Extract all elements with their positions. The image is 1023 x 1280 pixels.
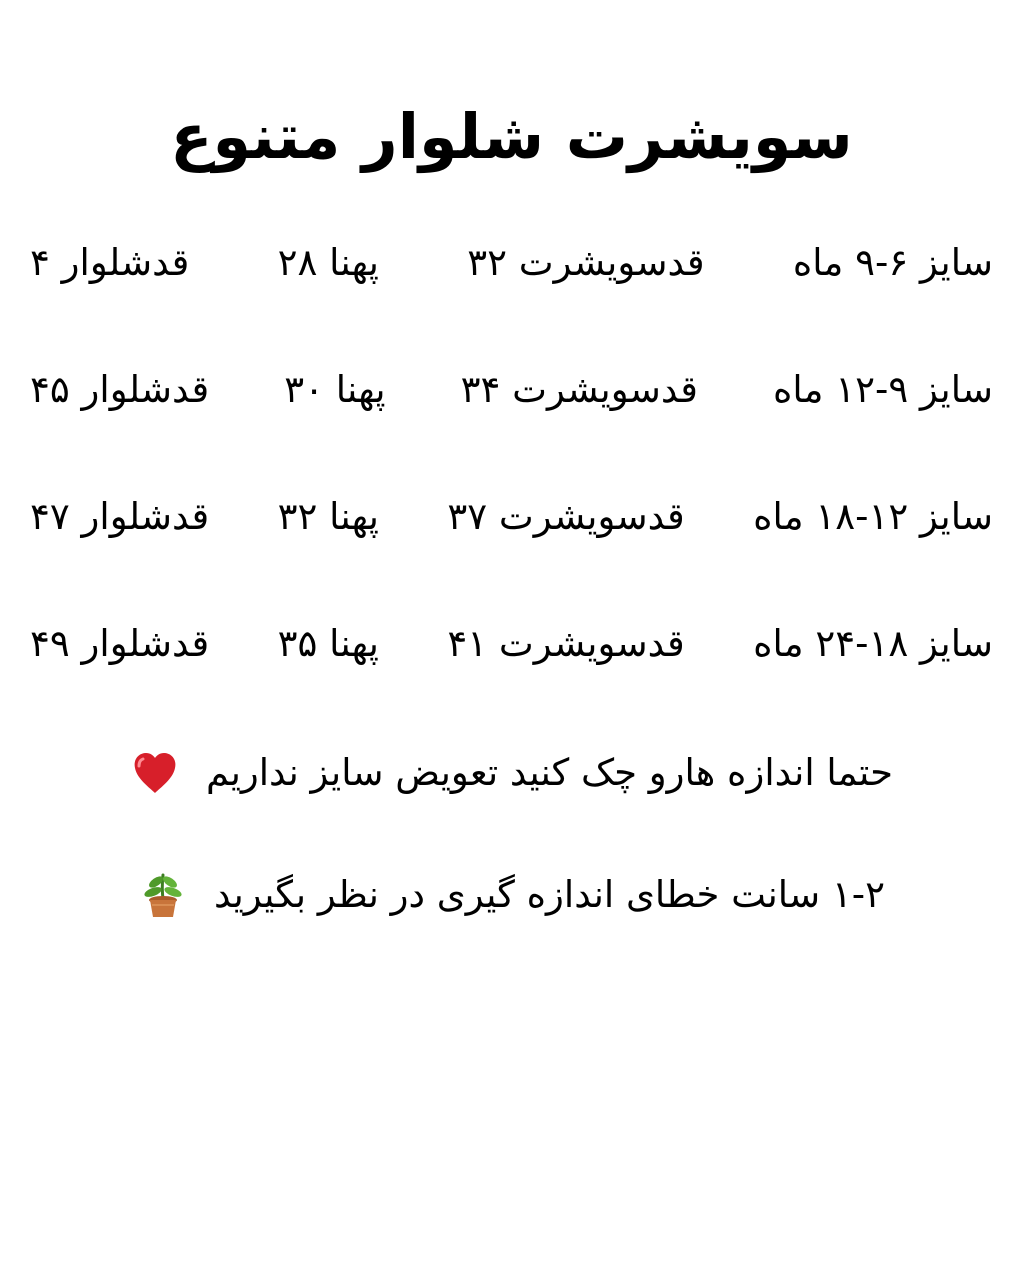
pants-length: قدشلوار ۴۹ xyxy=(30,622,210,665)
measurement-check-text: حتما اندازه هارو چک کنید تعویض سایز نداریم xyxy=(205,751,894,794)
size-label: سایز ۱۸-۲۴ ماه xyxy=(753,622,993,665)
size-label: سایز ۱۲-۱۸ ماه xyxy=(753,495,993,538)
measurement-error-note xyxy=(0,860,1023,930)
sweatshirt-length: قدسویشرت ۳۷ xyxy=(447,495,685,538)
measurement-error-text: ۱-۲ سانت خطای اندازه گیری در نظر بگیرید xyxy=(214,873,885,916)
pants-length: قدشلوار ۴۵ xyxy=(30,368,210,411)
size-row-9-12-months xyxy=(30,355,993,425)
size-row-12-18-months xyxy=(30,482,993,552)
size-row-6-9-months xyxy=(30,228,993,298)
pants-length: قدشلوار ۴۷ xyxy=(30,495,210,538)
red-heart-icon xyxy=(130,748,180,798)
measurement-check-note xyxy=(0,738,1023,808)
pants-length: قدشلوار ۴ xyxy=(30,241,190,284)
width-measurement: پهنا ۲۸ xyxy=(277,241,379,284)
size-label: سایز ۶-۹ ماه xyxy=(792,241,993,284)
page-title: سویشرت شلوار متنوع xyxy=(170,100,853,173)
sweatshirt-length: قدسویشرت ۴۱ xyxy=(447,622,685,665)
width-measurement: پهنا ۳۰ xyxy=(284,368,386,411)
potted-plant-icon xyxy=(138,870,188,920)
size-label: سایز ۹-۱۲ ماه xyxy=(773,368,993,411)
sweatshirt-length: قدسویشرت ۳۴ xyxy=(460,368,698,411)
sweatshirt-length: قدسویشرت ۳۲ xyxy=(467,241,705,284)
width-measurement: پهنا ۳۲ xyxy=(277,495,379,538)
width-measurement: پهنا ۳۵ xyxy=(277,622,379,665)
size-row-18-24-months xyxy=(30,609,993,679)
